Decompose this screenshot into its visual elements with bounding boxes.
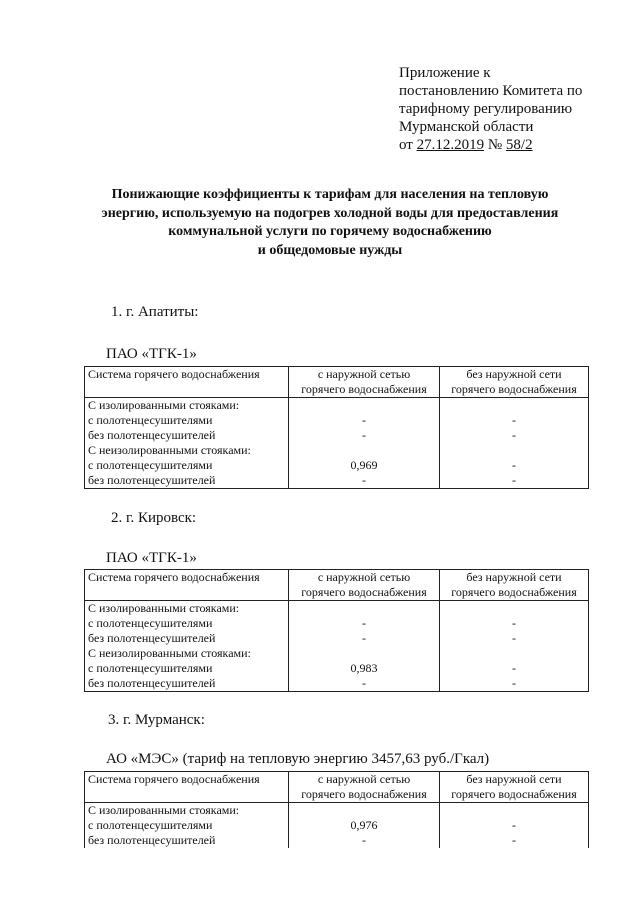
table-row <box>85 616 589 631</box>
value-without-net: - <box>440 428 589 443</box>
header-without-net-line1: без наружной сети <box>466 772 562 786</box>
table-row <box>85 833 589 848</box>
value-with-net: 0,969 <box>289 458 440 473</box>
header-without-net-line1: без наружной сети <box>466 570 562 584</box>
row-label: без полотенцесушителей <box>85 631 289 646</box>
table-row <box>85 473 589 489</box>
section-heading-kirovsk: 2. г. Кировск: <box>111 510 197 526</box>
value-with-net: - <box>289 473 440 489</box>
header-without-net-line2: горячего водоснабжения <box>451 787 577 801</box>
table-header-row <box>85 367 589 398</box>
table-row <box>85 428 589 443</box>
annex-line-4: Мурманской области <box>399 119 534 135</box>
annex-line-3: тарифному регулированию <box>399 101 573 117</box>
title-line-3: коммунальной услуги по горячему водоснабжению <box>168 224 492 239</box>
value-without-net <box>440 398 589 414</box>
org-name-kirovsk: ПАО «ТГК-1» <box>106 550 197 566</box>
value-without-net: - <box>440 616 589 631</box>
title-line-4: и общедомовые нужды <box>257 242 403 258</box>
table-row <box>85 601 589 617</box>
coefficients-table-kirovsk <box>84 569 589 692</box>
value-without-net: - <box>440 473 589 489</box>
value-with-net <box>289 443 440 458</box>
value-with-net: - <box>289 616 440 631</box>
table-row <box>85 803 589 819</box>
header-system: Система горячего водоснабжения <box>85 570 289 601</box>
header-system: Система горячего водоснабжения <box>85 367 289 398</box>
value-without-net <box>440 646 589 661</box>
title-line-1: Понижающие коэффициенты к тарифам для населения на тепловую <box>111 187 549 202</box>
value-without-net <box>440 803 589 819</box>
value-with-net: 0,983 <box>289 661 440 676</box>
table-row <box>85 413 589 428</box>
table-row <box>85 676 589 692</box>
row-label: С изолированными стояками: <box>85 803 289 819</box>
header-without-net-line2: горячего водоснабжения <box>451 585 577 599</box>
annex-date-line <box>399 136 629 154</box>
value-without-net: - <box>440 458 589 473</box>
value-without-net: - <box>440 631 589 646</box>
value-without-net: - <box>440 413 589 428</box>
coefficients-table-apatity <box>84 366 589 489</box>
header-with-net <box>289 570 440 601</box>
row-label: С неизолированными стояками: <box>85 646 289 661</box>
value-with-net: - <box>289 413 440 428</box>
row-label: без полотенцесушителей <box>85 473 289 489</box>
coefficients-table-murmansk <box>84 771 589 848</box>
header-system: Система горячего водоснабжения <box>85 772 289 803</box>
row-label: без полотенцесушителей <box>85 676 289 692</box>
header-with-net-line1: с наружной сетью <box>317 772 411 786</box>
value-without-net: - <box>440 833 589 848</box>
header-with-net-line2: горячего водоснабжения <box>301 585 427 599</box>
value-with-net: - <box>289 631 440 646</box>
document-title <box>80 186 580 260</box>
annex-block <box>399 64 629 154</box>
table-row <box>85 458 589 473</box>
table-row <box>85 443 589 458</box>
row-label: С изолированными стояками: <box>85 398 289 414</box>
table-header-row <box>85 570 589 601</box>
header-without-net-line1: без наружной сети <box>466 367 562 381</box>
annex-number: 58/2 <box>505 137 533 153</box>
header-without-net <box>440 570 589 601</box>
header-with-net-line1: с наружной сетью <box>317 367 411 381</box>
value-with-net <box>289 646 440 661</box>
value-with-net: 0,976 <box>289 818 440 833</box>
annex-date-prefix: от <box>399 137 413 153</box>
value-with-net <box>289 398 440 414</box>
row-label: С изолированными стояками: <box>85 601 289 617</box>
table-row <box>85 646 589 661</box>
header-with-net <box>289 772 440 803</box>
row-label: с полотенцесушителями <box>85 661 289 676</box>
table-row <box>85 818 589 833</box>
table-row <box>85 631 589 646</box>
table-row <box>85 661 589 676</box>
value-with-net: - <box>289 833 440 848</box>
header-with-net-line2: горячего водоснабжения <box>301 382 427 396</box>
header-with-net <box>289 367 440 398</box>
annex-date: 27.12.2019 <box>416 137 485 153</box>
row-label: с полотенцесушителями <box>85 458 289 473</box>
org-name-murmansk: АО «МЭС» (тариф на тепловую энергию 3457,63 руб./Гкал) <box>106 751 490 767</box>
header-without-net-line2: горячего водоснабжения <box>451 382 577 396</box>
value-without-net <box>440 443 589 458</box>
row-label: без полотенцесушителей <box>85 833 289 848</box>
value-with-net <box>289 601 440 617</box>
value-with-net: - <box>289 428 440 443</box>
table-row <box>85 398 589 414</box>
value-without-net: - <box>440 818 589 833</box>
value-without-net: - <box>440 661 589 676</box>
org-name-apatity: ПАО «ТГК-1» <box>106 346 197 362</box>
section-heading-apatity: 1. г. Апатиты: <box>111 304 199 320</box>
value-without-net: - <box>440 676 589 692</box>
row-label: С неизолированными стояками: <box>85 443 289 458</box>
row-label: с полотенцесушителями <box>85 413 289 428</box>
row-label: с полотенцесушителями <box>85 616 289 631</box>
annex-line-2: постановлению Комитета по <box>399 83 583 99</box>
header-without-net <box>440 367 589 398</box>
annex-line-1: Приложение к <box>399 65 491 81</box>
value-with-net <box>289 803 440 819</box>
header-with-net-line1: с наружной сетью <box>317 570 411 584</box>
header-with-net-line2: горячего водоснабжения <box>301 787 427 801</box>
row-label: с полотенцесушителями <box>85 818 289 833</box>
value-without-net <box>440 601 589 617</box>
section-heading-murmansk: 3. г. Мурманск: <box>108 712 205 728</box>
title-line-2: энергию, используемую на подогрев холодной воды для предоставления <box>101 205 559 221</box>
annex-number-prefix: № <box>487 137 503 153</box>
row-label: без полотенцесушителей <box>85 428 289 443</box>
table-header-row <box>85 772 589 803</box>
header-without-net <box>440 772 589 803</box>
value-with-net: - <box>289 676 440 692</box>
